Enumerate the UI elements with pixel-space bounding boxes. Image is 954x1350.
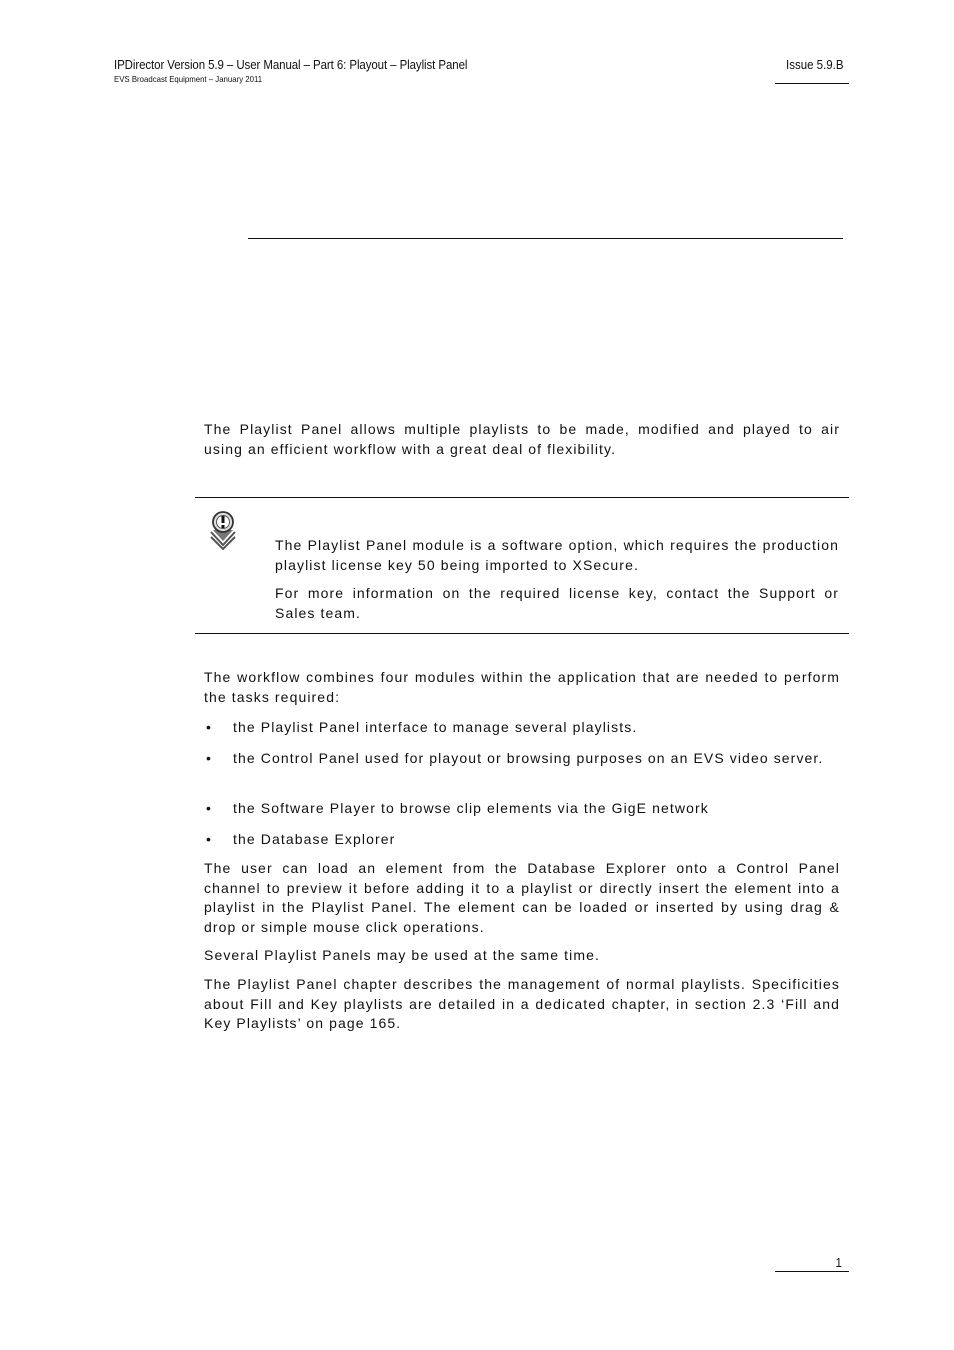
bullet-icon: •: [206, 800, 213, 816]
bullet-icon: •: [206, 750, 213, 766]
list-item-text: the Playlist Panel interface to manage several playlists.: [233, 719, 638, 735]
bullet-icon: •: [206, 831, 213, 847]
list-item-text: the Software Player to browse clip elements via the GigE network: [233, 800, 709, 816]
header-subtitle: EVS Broadcast Equipment – January 2011: [114, 74, 263, 84]
intro-paragraph: The Playlist Panel allows multiple playlists to be made, modified and played to air using an efficient workflow with a great deal of flexibility.: [204, 421, 840, 457]
several-paragraph: Several Playlist Panels may be used at the same time.: [204, 947, 601, 963]
header-rule: [775, 83, 849, 84]
list-item-text: the Control Panel used for playout or browsing purposes on an EVS video server.: [233, 750, 824, 766]
bullet-icon: •: [206, 719, 213, 735]
user-paragraph: The user can load an element from the Database Explorer onto a Control Panel channel to preview it before adding it to a playlist or directly insert the element into a playlist in the Playlist Panel. The element can be loaded or inserted by using drag & drop or simple mouse click operations.: [204, 860, 840, 935]
header-title: IPDirector Version 5.9 – User Manual – Part 6: Playout – Playlist Panel: [114, 58, 468, 72]
workflow-paragraph: The workflow combines four modules within the application that are needed to perform the tasks required:: [204, 669, 840, 705]
note-box: [195, 497, 849, 634]
note-text-license: The Playlist Panel module is a software option, which requires the production playlist license key 50 being imported to XSecure.: [275, 537, 839, 573]
note-text-contact: For more information on the required license key, contact the Support or Sales team.: [275, 585, 839, 621]
note-icon: [206, 510, 240, 550]
chapter-paragraph: The Playlist Panel chapter describes the management of normal playlists. Specificities about Fill and Key playlists are detailed in a dedicated chapter, in section 2.3 ‘Fill and Key Playlists’ on page 165.: [204, 976, 840, 1031]
list-item-text: the Database Explorer: [233, 831, 396, 847]
page-number: 1: [835, 1256, 842, 1270]
chapter-rule: [248, 238, 843, 239]
footer-rule: [775, 1271, 849, 1272]
header-issue: Issue 5.9.B: [786, 58, 844, 72]
